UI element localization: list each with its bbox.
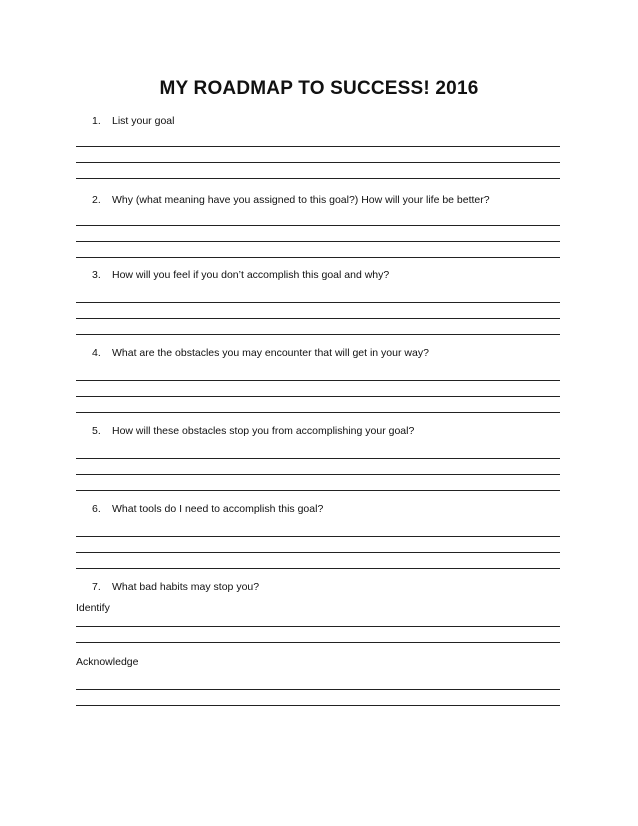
- answer-line-2a[interactable]: [76, 225, 560, 226]
- question-5-number: 5.: [92, 425, 101, 437]
- acknowledge-label: Acknowledge: [76, 656, 139, 668]
- answer-line-1c[interactable]: [76, 178, 560, 179]
- answer-line-6c[interactable]: [76, 568, 560, 569]
- question-7-number: 7.: [92, 581, 101, 593]
- question-6-text: What tools do I need to accomplish this goal?: [112, 503, 324, 515]
- page-title: MY ROADMAP TO SUCCESS! 2016: [159, 78, 479, 99]
- answer-line-3a[interactable]: [76, 302, 560, 303]
- answer-line-4c[interactable]: [76, 412, 560, 413]
- answer-line-3b[interactable]: [76, 318, 560, 319]
- question-1-number: 1.: [92, 115, 101, 127]
- question-4-number: 4.: [92, 347, 101, 359]
- question-1-text: List your goal: [112, 115, 175, 127]
- question-4-text: What are the obstacles you may encounter that will get in your way?: [112, 347, 429, 359]
- answer-line-5c[interactable]: [76, 490, 560, 491]
- answer-line-acknowledge-a[interactable]: [76, 689, 560, 690]
- question-2-text: Why (what meaning have you assigned to this goal?) How will your life be better?: [112, 194, 490, 206]
- question-6: [92, 502, 323, 516]
- answer-line-identify-b[interactable]: [76, 642, 560, 643]
- answer-line-5a[interactable]: [76, 458, 560, 459]
- answer-line-identify-a[interactable]: [76, 626, 560, 627]
- question-3-text: How will you feel if you don’t accomplish this goal and why?: [112, 269, 390, 281]
- question-7: [92, 580, 259, 594]
- answer-line-2b[interactable]: [76, 241, 560, 242]
- question-3-number: 3.: [92, 269, 101, 281]
- answer-line-2c[interactable]: [76, 257, 560, 258]
- question-3: [92, 268, 389, 282]
- answer-line-1b[interactable]: [76, 162, 560, 163]
- question-6-number: 6.: [92, 503, 101, 515]
- question-7-text: What bad habits may stop you?: [112, 581, 260, 593]
- question-4: [92, 346, 429, 360]
- answer-line-1a[interactable]: [76, 146, 560, 147]
- answer-line-6a[interactable]: [76, 536, 560, 537]
- answer-line-4a[interactable]: [76, 380, 560, 381]
- answer-line-4b[interactable]: [76, 396, 560, 397]
- question-5: [92, 424, 414, 438]
- question-1: [92, 114, 174, 128]
- question-5-text: How will these obstacles stop you from accomplishing your goal?: [112, 425, 415, 437]
- question-2: [92, 193, 490, 207]
- answer-line-acknowledge-b[interactable]: [76, 705, 560, 706]
- answer-line-6b[interactable]: [76, 552, 560, 553]
- identify-label: Identify: [76, 602, 110, 614]
- answer-line-3c[interactable]: [76, 334, 560, 335]
- question-2-number: 2.: [92, 194, 101, 206]
- answer-line-5b[interactable]: [76, 474, 560, 475]
